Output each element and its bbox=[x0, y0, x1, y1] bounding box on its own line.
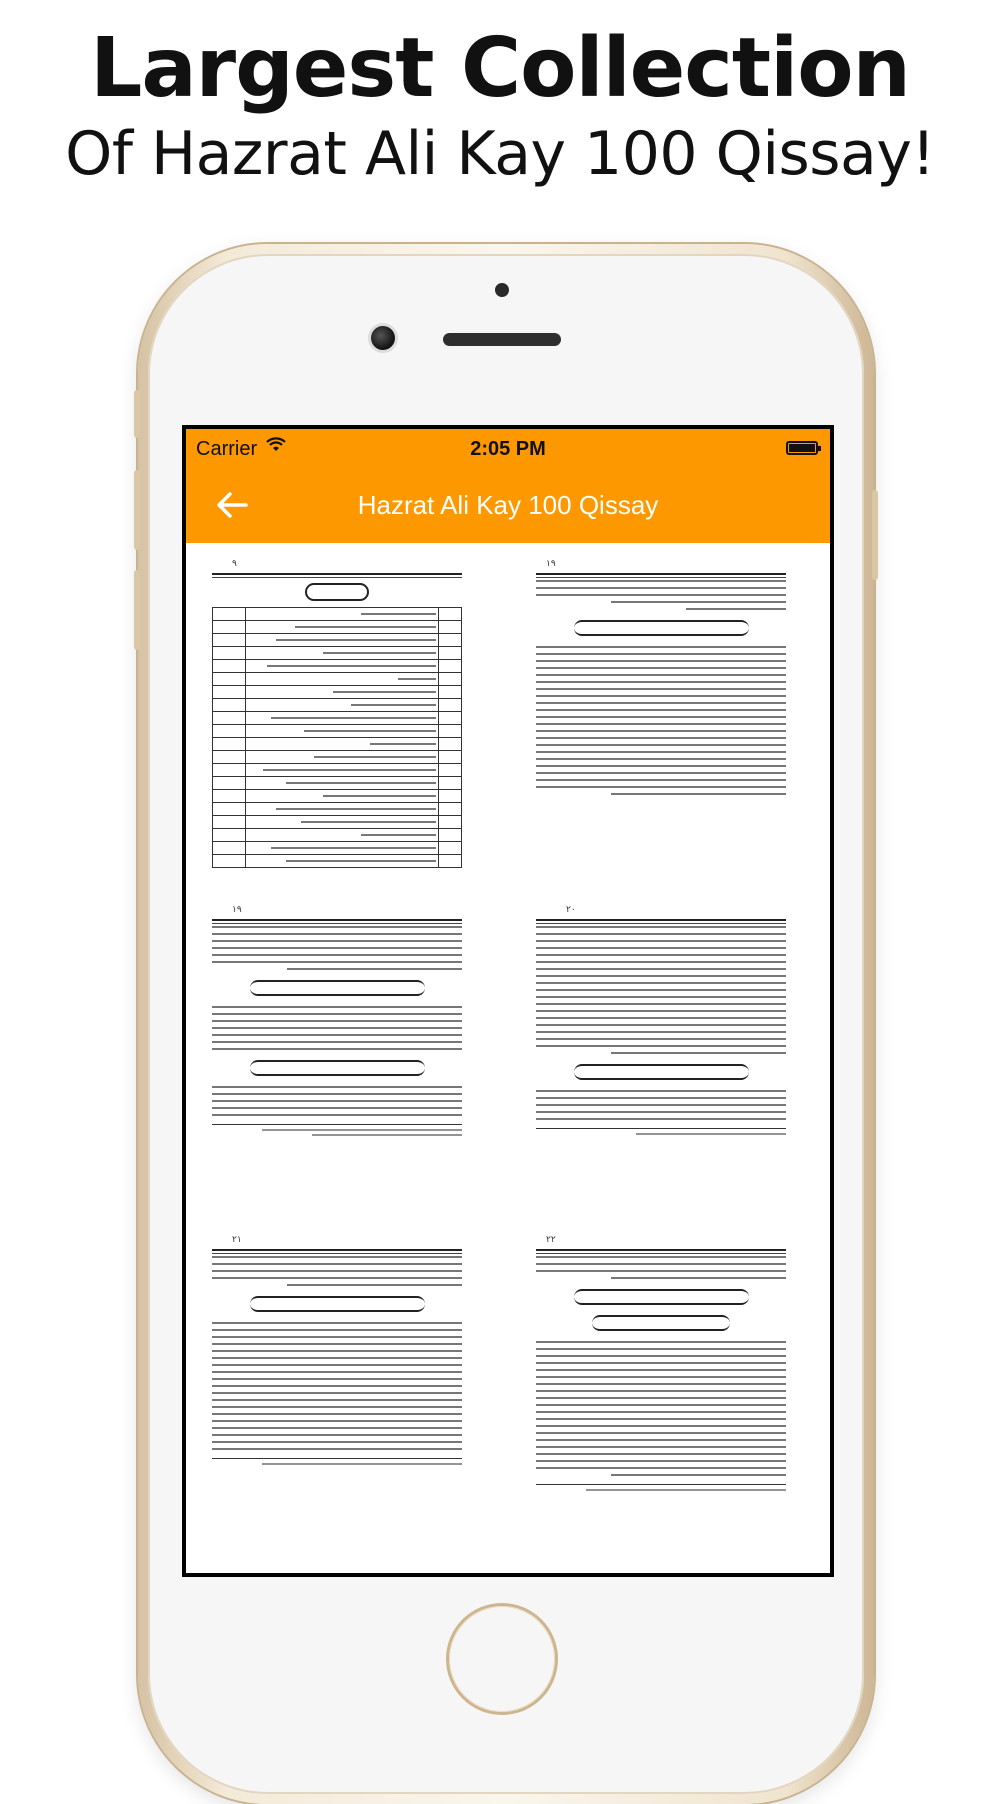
chapter-subheading bbox=[592, 1315, 730, 1331]
book-page[interactable] bbox=[532, 903, 790, 1144]
footnote-divider bbox=[536, 1484, 786, 1485]
proximity-sensor bbox=[495, 283, 509, 297]
book-page[interactable] bbox=[532, 557, 790, 806]
book-page[interactable] bbox=[532, 1233, 790, 1500]
page-number: ٩ bbox=[232, 559, 237, 569]
chapter-heading bbox=[574, 1289, 749, 1305]
battery-icon bbox=[786, 441, 818, 455]
carrier-label: Carrier bbox=[196, 438, 258, 460]
page-number: ٢٢ bbox=[546, 1235, 556, 1245]
promo-subheadline: Of Hazrat Ali Kay 100 Qissay! bbox=[65, 119, 935, 189]
toc-heading-ornament bbox=[305, 583, 369, 601]
chapter-heading bbox=[250, 1296, 425, 1312]
navigation-bar bbox=[186, 467, 830, 543]
front-camera bbox=[371, 326, 395, 350]
phone-volume-down-button bbox=[134, 570, 140, 650]
home-button[interactable] bbox=[449, 1606, 555, 1712]
page-header bbox=[536, 1235, 786, 1251]
page-header bbox=[536, 905, 786, 921]
book-page-toc[interactable] bbox=[208, 557, 466, 874]
page-number: ٢٠ bbox=[566, 905, 576, 915]
page-number: ١٩ bbox=[232, 905, 242, 915]
book-page[interactable] bbox=[208, 903, 466, 1145]
phone-power-button bbox=[872, 490, 878, 580]
footnote-divider bbox=[212, 1124, 462, 1125]
phone-screen bbox=[182, 425, 834, 1577]
page-header bbox=[212, 559, 462, 575]
book-pages-grid[interactable] bbox=[186, 543, 830, 1573]
earpiece-speaker bbox=[443, 333, 561, 346]
chapter-heading bbox=[574, 620, 749, 636]
promo-headline: Largest Collection bbox=[90, 21, 910, 116]
page-header bbox=[536, 559, 786, 575]
phone-side-button bbox=[134, 390, 140, 438]
status-bar bbox=[186, 429, 830, 467]
footnote-divider bbox=[212, 1458, 462, 1459]
chapter-heading bbox=[250, 980, 425, 996]
chapter-heading bbox=[574, 1064, 749, 1080]
book-page[interactable] bbox=[208, 1233, 466, 1474]
page-number: ٢١ bbox=[232, 1235, 242, 1245]
footnote-divider bbox=[536, 1128, 786, 1129]
page-header bbox=[212, 905, 462, 921]
page-number: ١٩ bbox=[546, 559, 556, 569]
chapter-heading bbox=[250, 1060, 425, 1076]
page-header bbox=[212, 1235, 462, 1251]
app-screen bbox=[186, 429, 830, 1573]
toc-table bbox=[212, 607, 462, 868]
nav-title: Hazrat Ali Kay 100 Qissay bbox=[357, 490, 659, 520]
promo-headline-block bbox=[0, 21, 1000, 189]
phone-volume-up-button bbox=[134, 470, 140, 550]
status-time: 2:05 PM bbox=[470, 438, 546, 460]
